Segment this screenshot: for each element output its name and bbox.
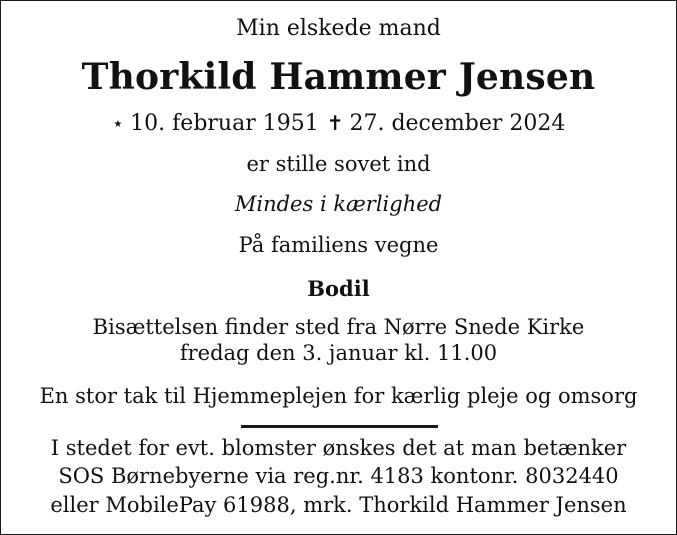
remembrance-text: Mindes i kærlighed (234, 192, 443, 216)
divider-line (241, 425, 438, 428)
thanks-text: En stor tak til Hjemmeplejen for kærlig pleje og omsorg (39, 384, 638, 408)
birth-date: 10. februar 1951 (130, 111, 319, 136)
death-cross-icon: ✝ (326, 111, 344, 135)
intro-text: Min elskede mand (236, 16, 441, 41)
flowers-text-2: SOS Børnebyerne via reg.nr. 4183 kontonr. 8032440 (58, 464, 619, 488)
death-date: 27. december 2024 (349, 111, 566, 136)
life-dates (1, 113, 676, 135)
birth-star-icon: ⋆ (111, 111, 125, 135)
flowers-text-1: I stedet for evt. blomster ønskes det at man betænker (50, 436, 627, 460)
deceased-name: Thorkild Hammer Jensen (81, 56, 596, 98)
funeral-time: fredag den 3. januar kl. 11.00 (179, 341, 498, 365)
family-text: På familiens vegne (238, 233, 439, 257)
flowers-text-3: eller MobilePay 61988, mrk. Thorkild Hammer Jensen (50, 493, 627, 517)
sleep-text: er stille sovet ind (246, 152, 431, 176)
signer-name: Bodil (307, 276, 370, 301)
funeral-location: Bisættelsen finder sted fra Nørre Snede Kirke (92, 315, 585, 339)
